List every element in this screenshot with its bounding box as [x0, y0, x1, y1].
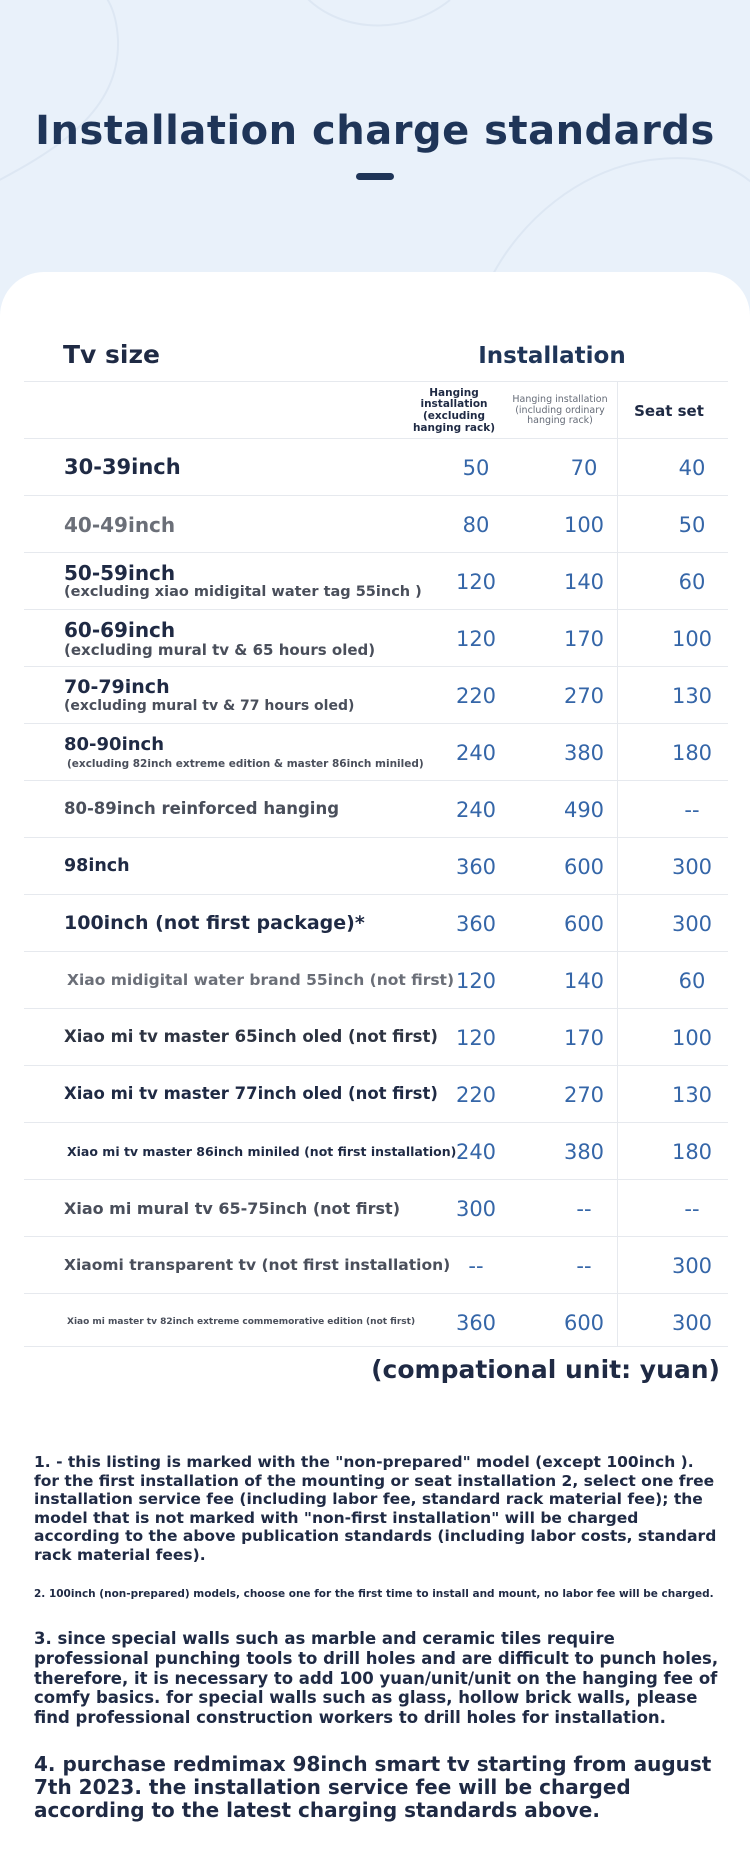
row-note: (excluding mural tv & 77 hours oled) [64, 697, 355, 714]
row-note: (excluding mural tv & 65 hours oled) [64, 640, 376, 659]
cell-seat-set: -- [684, 797, 700, 822]
row-label: Xiao mi tv master 86inch miniled (not first installation) [67, 1143, 457, 1159]
cell-seat-set: 300 [671, 854, 713, 879]
row-label: Xiao mi mural tv 65-75inch (not first) [64, 1198, 400, 1218]
cell-hanging-including-rack: 600 [563, 1310, 605, 1335]
cell-seat-set: 300 [671, 1253, 713, 1278]
cell-seat-set: 50 [678, 512, 706, 537]
cell-hanging-including-rack: 270 [563, 683, 605, 708]
cell-hanging-excluding-rack: 120 [455, 1025, 497, 1050]
cell-seat-set: -- [684, 1196, 700, 1221]
cell-seat-set: 130 [671, 1082, 713, 1107]
cell-hanging-excluding-rack: 240 [455, 1139, 497, 1164]
cell-hanging-including-rack: 270 [563, 1082, 605, 1107]
table-row [24, 1009, 728, 1066]
row-label: 70-79inch [64, 675, 170, 698]
cell-hanging-excluding-rack: -- [468, 1253, 484, 1278]
row-label: 80-90inch [64, 733, 165, 755]
row-label: Xiao mi tv master 65inch oled (not first) [64, 1027, 438, 1047]
page-title: Installation charge standards [35, 108, 715, 154]
cell-hanging-including-rack: 600 [563, 854, 605, 879]
cell-seat-set: 100 [671, 1025, 713, 1050]
cell-hanging-including-rack: 140 [563, 968, 605, 993]
table-row [24, 895, 728, 952]
row-label: 50-59inch [64, 561, 176, 586]
cell-seat-set: 300 [671, 911, 713, 936]
table-row [24, 610, 728, 667]
table-row [24, 439, 728, 496]
cell-hanging-excluding-rack: 120 [455, 569, 497, 594]
divider [24, 381, 728, 382]
cell-hanging-including-rack: 170 [563, 1025, 605, 1050]
row-label: Xiao mi master tv 82inch extreme commemorative edition (not first) [67, 1316, 416, 1327]
table-row [24, 667, 728, 724]
row-label: 100inch (not first package)* [64, 912, 365, 935]
cell-hanging-excluding-rack: 240 [455, 797, 497, 822]
row-label: Xiao mi tv master 77inch oled (not first) [64, 1084, 438, 1104]
table-row [24, 1237, 728, 1294]
cell-seat-set: 40 [678, 455, 706, 480]
cell-seat-set: 60 [678, 968, 706, 993]
table-row [24, 1180, 728, 1237]
cell-hanging-including-rack: -- [576, 1253, 592, 1278]
cell-hanging-including-rack: 380 [563, 740, 605, 765]
installation-header: Installation [478, 343, 626, 369]
table-row [24, 952, 728, 1009]
cell-hanging-excluding-rack: 120 [455, 968, 497, 993]
row-label: 30-39inch [64, 454, 181, 479]
tv-size-header: Tv size [63, 340, 161, 369]
unit-note: (compational unit: yuan) [371, 1355, 720, 1384]
table-row [24, 781, 728, 838]
cell-hanging-including-rack: 380 [563, 1139, 605, 1164]
row-label: Xiaomi transparent tv (not first installation) [64, 1255, 451, 1274]
cell-seat-set: 60 [678, 569, 706, 594]
cell-hanging-including-rack: 600 [563, 911, 605, 936]
cell-hanging-excluding-rack: 240 [455, 740, 497, 765]
row-label: Xiao midigital water brand 55inch (not first) [67, 970, 455, 989]
note-3: 3. since special walls such as marble and ceramic tiles require professional punching tools to drill holes and are difficult to punch holes, therefore, it is necessary to add 100 yuan/unit/unit on the hanging fee of comfy basics. for special walls such as glass, hollow brick walls, please find professional construction workers to drill holes for installation. [34, 1629, 719, 1728]
cell-hanging-excluding-rack: 80 [462, 512, 490, 537]
row-label: 60-69inch [64, 617, 176, 642]
cell-hanging-excluding-rack: 220 [455, 1082, 497, 1107]
row-label: 98inch [64, 855, 130, 876]
column-header-hanging-including-rack: Hanging installation (including ordinary hanging rack) [512, 394, 608, 427]
cell-seat-set: 180 [671, 1139, 713, 1164]
cell-hanging-including-rack: 170 [563, 626, 605, 651]
cell-hanging-including-rack: 490 [563, 797, 605, 822]
note-4: 4. purchase redmimax 98inch smart tv starting from august 7th 2023. the installation service fee will be charged according to the latest charging standards above. [34, 1752, 712, 1822]
table-row [24, 838, 728, 895]
cell-hanging-excluding-rack: 220 [455, 683, 497, 708]
table-row [24, 553, 728, 610]
cell-seat-set: 180 [671, 740, 713, 765]
cell-seat-set: 100 [671, 626, 713, 651]
cell-hanging-excluding-rack: 360 [455, 1310, 497, 1335]
table-row [24, 724, 728, 781]
cell-hanging-including-rack: -- [576, 1196, 592, 1221]
table-row [24, 1066, 728, 1123]
cell-hanging-excluding-rack: 360 [455, 854, 497, 879]
cell-hanging-including-rack: 100 [563, 512, 605, 537]
row-note: (excluding 82inch extreme edition & master 86inch miniled) [67, 757, 424, 770]
title-underline [356, 173, 394, 180]
note-2: 2. 100inch (non-prepared) models, choose one for the first time to install and mount, no labor fee will be charged. [34, 1588, 714, 1600]
note-1: 1. - this listing is marked with the "non-prepared" model (except 100inch ). for the first installation of the mounting or seat installation 2, select one free installation service fee (including labor fee, standard rack material fee); the model that is not marked with "non-first installation" will be charged according to the above publication standards (including labor costs, standard rack material fees). [34, 1453, 717, 1564]
table-row [24, 1294, 728, 1351]
cell-hanging-excluding-rack: 300 [455, 1196, 497, 1221]
cell-hanging-excluding-rack: 120 [455, 626, 497, 651]
cell-hanging-including-rack: 140 [563, 569, 605, 594]
row-note: (excluding xiao midigital water tag 55inch ) [64, 584, 422, 601]
row-label: 80-89inch reinforced hanging [64, 799, 340, 819]
cell-hanging-including-rack: 70 [570, 455, 598, 480]
column-header-hanging-excluding-rack: Hanging installation (excluding hanging rack) [412, 386, 496, 434]
cell-seat-set: 130 [671, 683, 713, 708]
table-row [24, 496, 728, 553]
row-label: 40-49inch [64, 512, 176, 537]
cell-hanging-excluding-rack: 50 [462, 455, 490, 480]
cell-seat-set: 300 [671, 1310, 713, 1335]
cell-hanging-excluding-rack: 360 [455, 911, 497, 936]
table-row [24, 1123, 728, 1180]
column-header-seat-set: Seat set [634, 401, 704, 420]
divider [24, 1346, 728, 1347]
